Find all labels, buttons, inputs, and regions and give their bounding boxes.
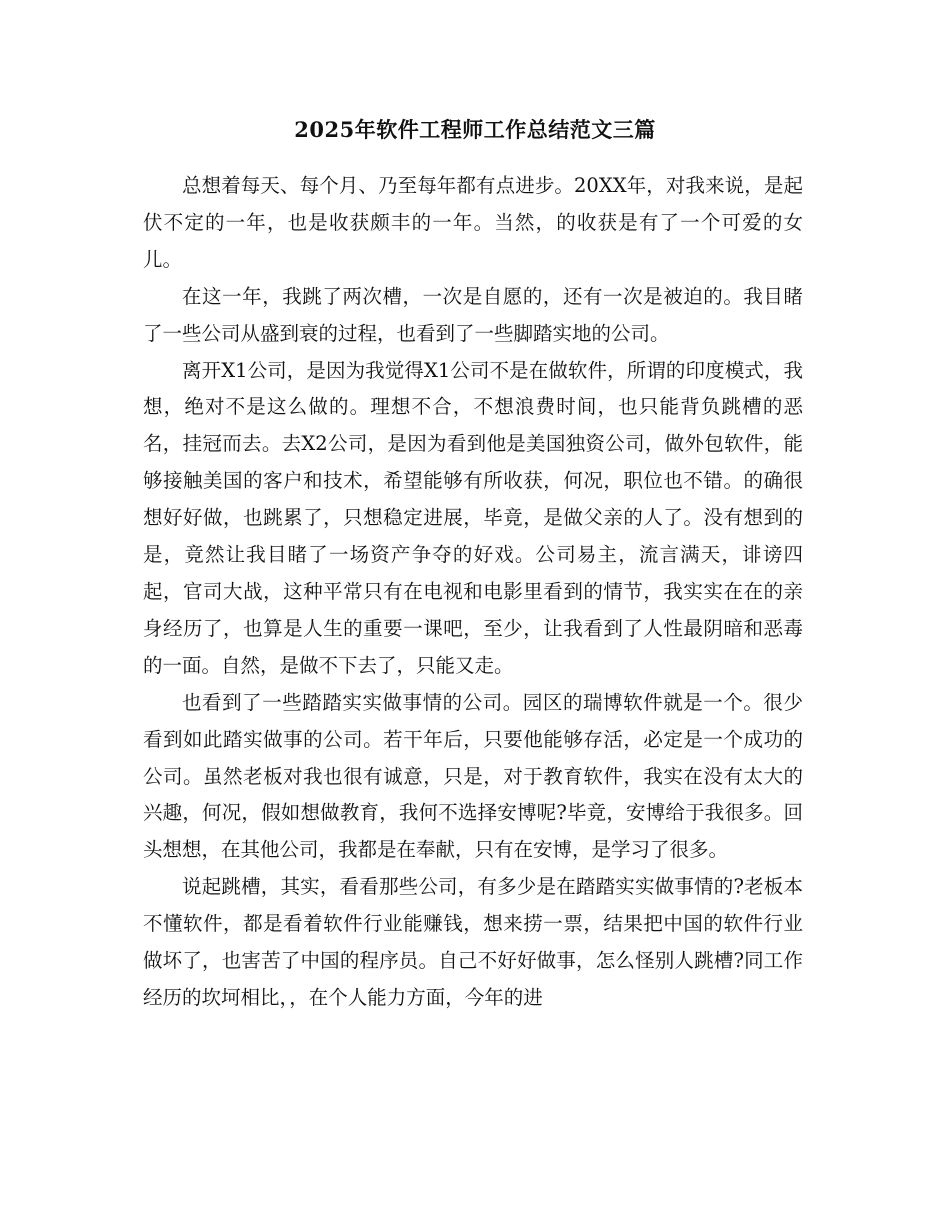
document-title: 2025年软件工程师工作总结范文三篇 xyxy=(294,117,656,142)
paragraph-4: 也看到了一些踏踏实实做事情的公司。园区的瑞博软件就是一个。很少看到如此踏实做事的公司。若干年后，只要他能够存活，必定是一个成功的公司。虽然老板对我也很有诚意，只是，对于教育软件，我实在没有太大的兴趣，何况，假如想做教育，我何不选择安博呢?毕竟，安博给于我很多。回头想想，在其他公司，我都是在奉献，只有在安博，是学习了很多。 xyxy=(143,690,803,862)
paragraph-5: 说起跳槽，其实，看看那些公司，有多少是在踏踏实实做事情的?老板本不懂软件，都是看着软件行业能赚钱，想来捞一票，结果把中国的软件行业做坏了，也害苦了中国的程序员。自己不好好做事，怎么怪别人跳槽?同工作经历的坎坷相比，，在个人能力方面，今年的进 xyxy=(143,875,803,1009)
paragraph-3: 离开X1公司，是因为我觉得X1公司不是在做软件，所谓的印度模式，我想，绝对不是这么做的。理想不合，不想浪费时间，也只能背负跳槽的恶名，挂冠而去。去X2公司，是因为看到他是美国独资公司，做外包软件，能够接触美国的客户和技术，希望能够有所收获，何况，职位也不错。的确很想好好做，也跳累了，只想稳定进展，毕竟，是做父亲的人了。没有想到的是，竟然让我目睹了一场资产争夺的好戏。公司易主，流言满天，诽谤四起，官司大战，这种平常只有在电视和电影里看到的情节，我实实在在的亲身经历了，也算是人生的重要一课吧，至少，让我看到了人性最阴暗和恶毒的一面。自然，是做不下去了，只能又走。 xyxy=(143,358,803,677)
paragraph-2: 在这一年，我跳了两次槽，一次是自愿的，还有一次是被迫的。我目睹了一些公司从盛到衰的过程，也看到了一些脚踏实地的公司。 xyxy=(143,284,803,345)
paragraph-1: 总想着每天、每个月、乃至每年都有点进步。20XX年，对我来说，是起伏不定的一年，也是收获颇丰的一年。当然，的收获是有了一个可爱的女儿。 xyxy=(143,174,803,271)
document-body xyxy=(143,168,803,1017)
